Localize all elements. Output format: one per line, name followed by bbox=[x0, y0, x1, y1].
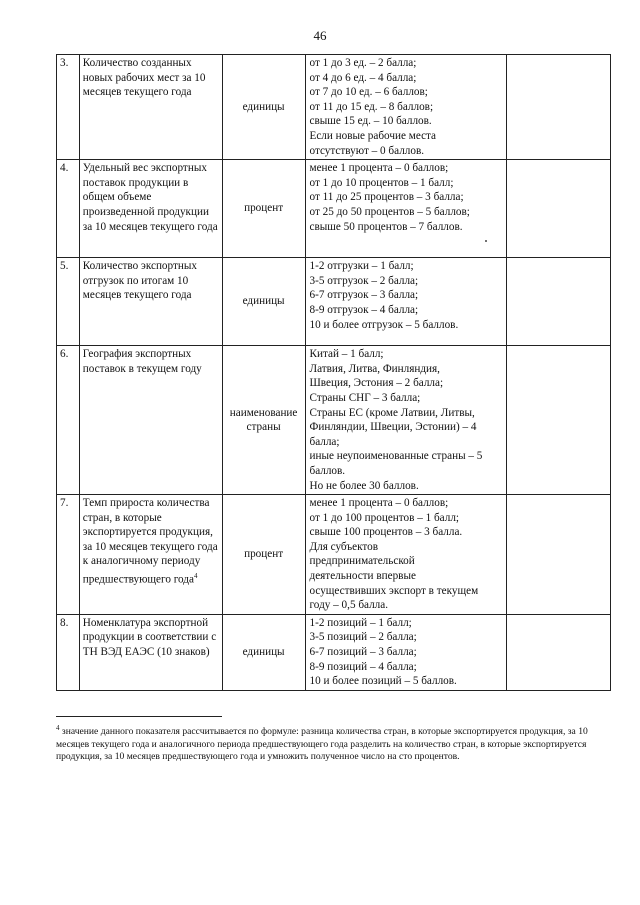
indicator-name: Количество экспортных отгрузок по итогам 10 месяцев текущего года bbox=[79, 258, 222, 346]
score-line: свыше 100 процентов – 3 балла. bbox=[309, 526, 463, 539]
footnote bbox=[56, 722, 608, 764]
row-number: 8. bbox=[57, 614, 80, 690]
score-line: иные неупоименованные страны – 5 bbox=[309, 450, 483, 463]
score-line: от 4 до 6 ед. – 4 балла; bbox=[309, 71, 417, 84]
score-line: балла; bbox=[309, 435, 340, 448]
indicator-name-text: Темп прироста количества стран, в которые экспортируется продукция, за 10 месяцев текущего года к аналогичному периоду предшествующего года bbox=[82, 497, 218, 586]
score-line: от 25 до 50 процентов – 5 баллов; bbox=[309, 205, 470, 218]
indicator-name: Номенклатура экспортной продукции в соответствии с ТН ВЭД ЕАЭС (10 знаков) bbox=[79, 614, 222, 690]
score-line: Швеция, Эстония – 2 балла; bbox=[309, 377, 444, 390]
score-line: 8-9 позиций – 4 балла; bbox=[309, 660, 417, 673]
footnote-text: значение данного показателя рассчитывается по формуле: разница количества стран, в которые экспортируется продукция, за 10 месяцев текущего года и аналогичного периода предшествующего года разделить на количество стран, в которые экспортируется продукция, за 10 месяцев предшествующего года и умножить полученное число на сто процентов. bbox=[56, 726, 588, 763]
row-number: 4. bbox=[57, 160, 80, 258]
scan-speck bbox=[485, 240, 487, 242]
unit-of-measure: процент bbox=[222, 495, 305, 615]
score-line: менее 1 процента – 0 баллов; bbox=[309, 162, 449, 175]
score-line: предпринимательской bbox=[309, 555, 415, 568]
empty-cell bbox=[507, 495, 611, 615]
empty-cell bbox=[507, 346, 611, 495]
score-line: 1-2 отгрузки – 1 балл; bbox=[309, 260, 414, 273]
score-line: от 7 до 10 ед. – 6 баллов; bbox=[309, 86, 428, 99]
score-line: 10 и более позиций – 5 баллов. bbox=[309, 675, 457, 688]
unit-of-measure: единицы bbox=[222, 614, 305, 690]
score-line: от 11 до 15 ед. – 8 баллов; bbox=[309, 100, 434, 113]
unit-of-measure: единицы bbox=[222, 55, 305, 160]
table-row bbox=[57, 346, 611, 495]
indicator-name bbox=[79, 495, 222, 615]
score-line: Для субъектов bbox=[309, 540, 378, 553]
score-line: Страны СНГ – 3 балла; bbox=[309, 391, 421, 404]
score-line: менее 1 процента – 0 баллов; bbox=[309, 497, 449, 510]
score-line: от 11 до 25 процентов – 3 балла; bbox=[309, 191, 464, 204]
score-line: Финляндии, Швеции, Эстонии) – 4 bbox=[309, 421, 477, 434]
empty-cell bbox=[507, 160, 611, 258]
score-line: Китай – 1 балл; bbox=[309, 348, 384, 361]
criteria-table bbox=[56, 54, 611, 691]
scoring-criteria bbox=[305, 160, 507, 258]
indicator-name: География экспортных поставок в текущем году bbox=[79, 346, 222, 495]
score-line: от 1 до 100 процентов – 1 балл; bbox=[309, 511, 460, 524]
row-number: 7. bbox=[57, 495, 80, 615]
score-line: 1-2 позиций – 1 балл; bbox=[309, 616, 412, 629]
unit-of-measure: процент bbox=[222, 160, 305, 258]
table-row bbox=[57, 160, 611, 258]
indicator-name: Количество созданных новых рабочих мест за 10 месяцев текущего года bbox=[79, 55, 222, 160]
score-line: 6-7 отгрузок – 3 балла; bbox=[309, 289, 419, 302]
score-line: 3-5 позиций – 2 балла; bbox=[309, 631, 417, 644]
indicator-name: Удельный вес экспортных поставок продукции в общем объеме произведенной продукции за 10 месяцев текущего года bbox=[79, 160, 222, 258]
table-row bbox=[57, 614, 611, 690]
scoring-criteria bbox=[305, 258, 507, 346]
page-number: 46 bbox=[313, 28, 327, 43]
table-row bbox=[57, 55, 611, 160]
row-number: 3. bbox=[57, 55, 80, 160]
score-line: 3-5 отгрузок – 2 балла; bbox=[309, 274, 419, 287]
unit-of-measure: наименование страны bbox=[222, 346, 305, 495]
table-row bbox=[57, 495, 611, 615]
score-line: баллов. bbox=[309, 464, 346, 477]
scoring-criteria bbox=[305, 346, 507, 495]
score-line: свыше 15 ед. – 10 баллов. bbox=[309, 115, 432, 128]
score-line: 8-9 отгрузок – 4 балла; bbox=[309, 303, 419, 316]
score-line: году – 0,5 балла. bbox=[309, 599, 389, 612]
footnote-reference: 4 bbox=[193, 572, 198, 581]
score-line: от 1 до 10 процентов – 1 балл; bbox=[309, 176, 454, 189]
scoring-criteria bbox=[305, 495, 507, 615]
unit-of-measure: единицы bbox=[222, 258, 305, 346]
score-line: Но не более 30 баллов. bbox=[309, 479, 419, 492]
score-line: свыше 50 процентов – 7 баллов. bbox=[309, 220, 463, 233]
scoring-criteria bbox=[305, 55, 507, 160]
score-line: отсутствуют – 0 баллов. bbox=[309, 144, 425, 157]
footnote-separator bbox=[56, 716, 222, 717]
score-line: деятельности впервые bbox=[309, 570, 416, 583]
score-line: от 1 до 3 ед. – 2 балла; bbox=[309, 57, 417, 69]
row-number: 6. bbox=[57, 346, 80, 495]
empty-cell bbox=[507, 55, 611, 160]
score-line: Страны ЕС (кроме Латвии, Литвы, bbox=[309, 406, 475, 419]
footnote-marker: 4 bbox=[56, 724, 60, 732]
score-line: Латвия, Литва, Финляндия, bbox=[309, 362, 440, 375]
scoring-criteria bbox=[305, 614, 507, 690]
score-line: 6-7 позиций – 3 балла; bbox=[309, 646, 417, 659]
score-line: 10 и более отгрузок – 5 баллов. bbox=[309, 318, 459, 331]
empty-cell bbox=[507, 614, 611, 690]
empty-cell bbox=[507, 258, 611, 346]
score-line: Если новые рабочие места bbox=[309, 129, 437, 142]
table-row bbox=[57, 258, 611, 346]
score-line: осуществивших экспорт в текущем bbox=[309, 584, 479, 597]
row-number: 5. bbox=[57, 258, 80, 346]
